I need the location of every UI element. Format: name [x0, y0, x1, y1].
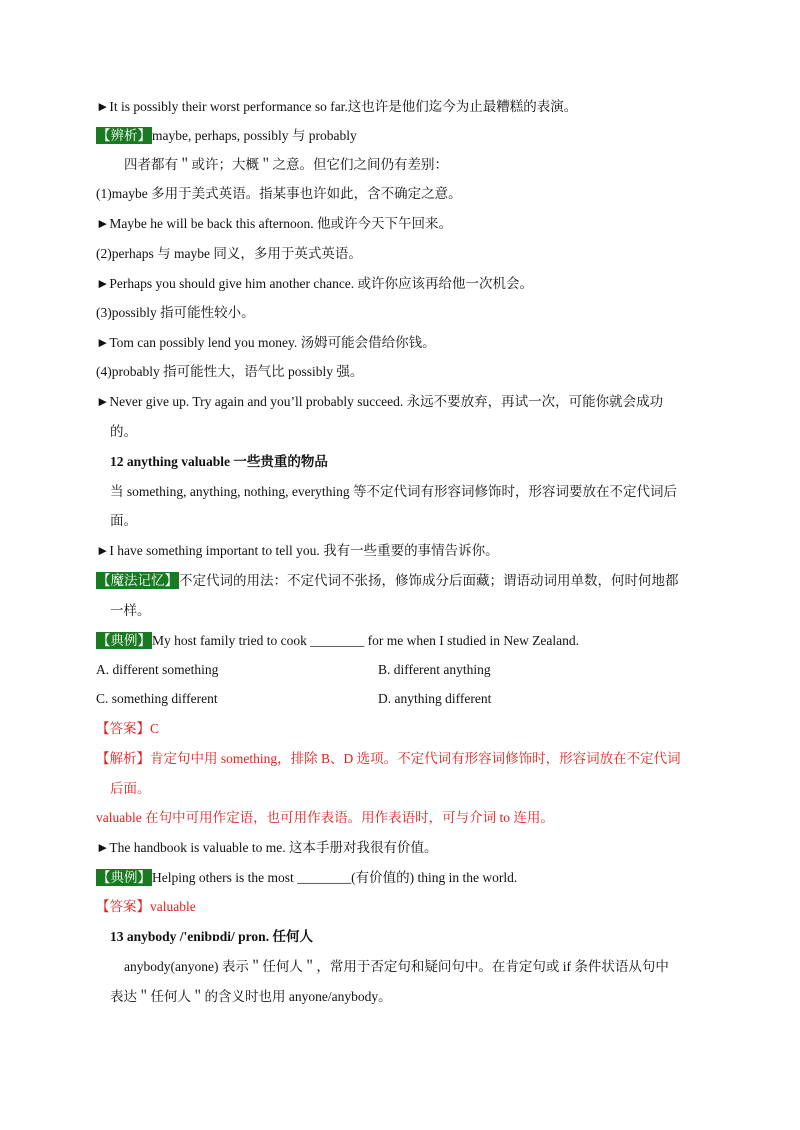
paragraph-line: (3)possibly 指可能性较小。 — [96, 305, 255, 320]
option-a: A. different something — [96, 662, 219, 677]
option-b: B. different anything — [378, 662, 491, 677]
answer-line: 【答案】valuable — [96, 899, 196, 914]
section-heading: 12 anything valuable 一些贵重的物品 — [110, 454, 328, 469]
example-sentence: ►The handbook is valuable to me. 这本手册对我很有价值。 — [96, 840, 438, 855]
example-sentence: ►I have something important to tell you. 我有一些重要的事情告诉你。 — [96, 543, 499, 558]
example-tag: 【典例】 — [97, 633, 151, 648]
question-text: My host family tried to cook ________ for me when I studied in New Zealand. — [152, 633, 580, 648]
analysis-text: maybe, perhaps, possibly 与 probably — [152, 128, 357, 143]
paragraph-line: 面。 — [110, 513, 137, 528]
analysis-tag: 【辨析】 — [97, 128, 151, 143]
example-sentence: ►It is possibly their worst performance so far.这也许是他们迄今为止最糟糕的表演。 — [96, 99, 578, 114]
example-tag: 【典例】 — [97, 870, 151, 885]
example-question — [96, 632, 716, 650]
paragraph-line: 四者都有＂或许；大概＂之意。但它们之间仍有差别： — [124, 157, 448, 172]
paragraph-line: (4)probably 指可能性大，语气比 possibly 强。 — [96, 364, 364, 379]
paragraph-line: 表达＂任何人＂的含义时也用 anyone/anybody。 — [110, 989, 392, 1004]
memory-tip-line — [96, 572, 716, 590]
explanation-line: 【解析】肯定句中用 something，排除 B、D 选项。不定代词有形容词修饰时，形容词放在不定代词 — [96, 751, 681, 766]
example-sentence: ►Never give up. Try again and you’ll probably succeed. 永远不要放弃，再试一次，可能你就会成功 — [96, 394, 664, 409]
note-line: valuable 在句中可用作定语，也可用作表语。用作表语时，可与介词 to 连用。 — [96, 810, 554, 825]
analysis-line — [96, 127, 716, 145]
paragraph-line: anybody(anyone) 表示＂任何人＂，常用于否定句和疑问句中。在肯定句或 if 条件状语从句中 — [124, 959, 669, 974]
option-c: C. something different — [96, 691, 218, 706]
section-heading: 13 anybody /'enibɒdi/ pron. 任何人 — [110, 929, 313, 944]
paragraph-line: (2)perhaps 与 maybe 同义，多用于英式英语。 — [96, 246, 362, 261]
example-sentence-cont: 的。 — [110, 424, 137, 439]
option-d: D. anything different — [378, 691, 492, 706]
paragraph-line: 当 something, anything, nothing, everything 等不定代词有形容词修饰时，形容词要放在不定代词后 — [110, 484, 677, 499]
memory-tag: 【魔法记忆】 — [97, 573, 178, 588]
example-sentence: ►Tom can possibly lend you money. 汤姆可能会借给你钱。 — [96, 335, 436, 350]
memory-text: 不定代词的用法：不定代词不张扬，修饰成分后面藏；谓语动词用单数，何时何地都 — [179, 573, 679, 588]
question-text: Helping others is the most ________(有价值的) thing in the world. — [152, 870, 518, 885]
answer-line: 【答案】C — [96, 721, 160, 736]
memory-tip-cont: 一样。 — [110, 603, 151, 618]
example-sentence: ►Perhaps you should give him another chance. 或许你应该再给他一次机会。 — [96, 276, 534, 291]
paragraph-line: (1)maybe 多用于美式英语。指某事也许如此，含不确定之意。 — [96, 186, 462, 201]
example-sentence: ►Maybe he will be back this afternoon. 他或许今天下午回来。 — [96, 216, 453, 231]
example-question — [96, 869, 716, 887]
explanation-cont: 后面。 — [110, 781, 151, 796]
